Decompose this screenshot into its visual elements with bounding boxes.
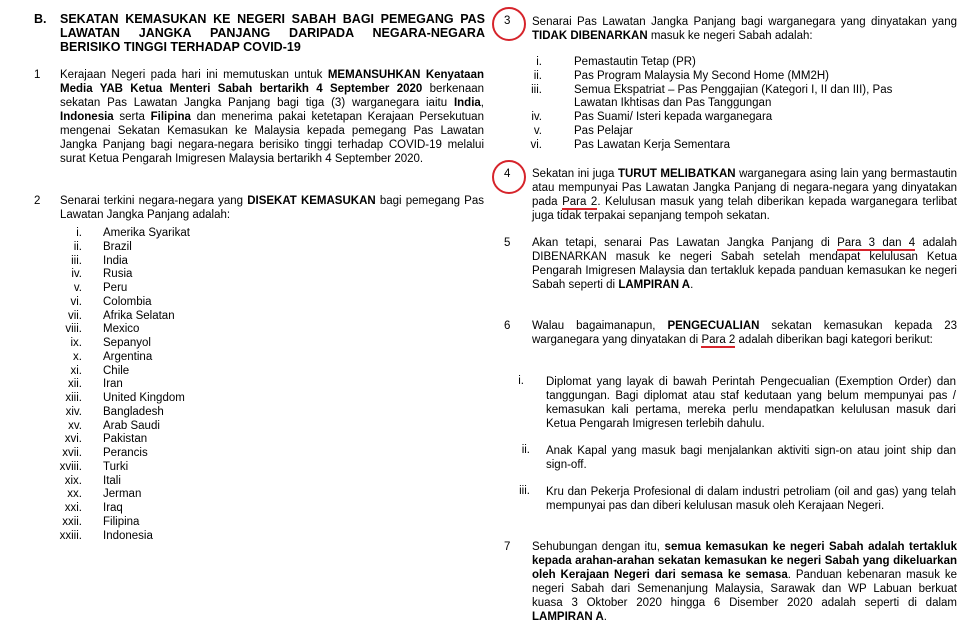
country-item-number: x.	[73, 350, 82, 363]
pass-item-number: v.	[533, 124, 542, 137]
sub-iii-text: Kru dan Pekerja Profesional di dalam industri petroliam (oil and gas) yang telah mempunyai pas dan diberi kelulusan masuk oleh Kerajaan Negeri.	[546, 486, 956, 512]
country-item-name: Peru	[103, 282, 128, 294]
para-2-underline-2: Para 2	[701, 334, 736, 346]
country-item-name: Colombia	[103, 295, 152, 308]
country-item	[50, 447, 350, 461]
country-item	[50, 516, 350, 530]
country-item	[50, 351, 350, 365]
sub-i-number: i.	[518, 375, 524, 387]
para-1-text: Kerajaan Negeri pada hari ini memutuskan untuk MEMANSUHKAN Kenyataan Media YAB Ketua Menteri Sabah bertarikh 4 September 2020 berkenaan sekatan Pas Lawatan Jangka Panjang bagi tiga (3) warganegara iaitu India, Indonesia serta Filipina dan menerima pakai ketetapan Kerajaan Persekutuan mengenai Sekatan Kemasukan ke Malaysia kepada pemegang Pas Lawatan Jangka Panjang bagi negara-negara berisiko tinggi terhadap COVID-19 melalui surat Ketua Pengarah Imigresen Malaysia bertarikh 4 September 2020.	[60, 69, 485, 165]
country-item-name: Rusia	[103, 268, 133, 281]
pass-item	[510, 70, 950, 84]
country-item-number: ix.	[70, 337, 82, 349]
para-6-text: Walau bagaimanapun, PENGECUALIAN sekatan kemasukan kepada 23 warganegara yang dinyatakan di Para 2 adalah diberikan bagi kategori berikut:	[532, 320, 957, 346]
country-item-name: Perancis	[103, 447, 148, 459]
country-item-number: ii.	[73, 240, 82, 253]
country-item-name: Mexico	[103, 323, 140, 336]
pass-item-text: Pas Lawatan Kerja Sementara	[574, 138, 730, 151]
country-item-name: Itali	[103, 474, 121, 487]
pass-item	[510, 125, 950, 139]
country-item-name: Bangladesh	[103, 405, 164, 418]
country-item	[50, 378, 350, 392]
country-item-name: Turki	[103, 460, 129, 473]
country-item-number: iv.	[71, 268, 82, 281]
para-3-number: 3	[504, 15, 511, 27]
country-item	[50, 310, 350, 324]
country-item	[50, 502, 350, 516]
pass-item-text: Pemastautin Tetap (PR)	[574, 56, 696, 68]
country-item	[50, 433, 350, 447]
country-item	[50, 475, 350, 489]
country-item-name: Chile	[103, 364, 130, 377]
para-2-number: 2	[34, 195, 41, 207]
country-item-number: xxi.	[64, 502, 82, 514]
country-item-name: Sepanyol	[103, 337, 151, 349]
country-item-number: xx.	[67, 488, 82, 501]
pass-item	[510, 84, 950, 98]
country-item-name: Arab Saudi	[103, 419, 160, 432]
pass-item	[510, 56, 950, 70]
para-1-number: 1	[34, 69, 41, 81]
country-item	[50, 268, 350, 282]
country-item	[50, 365, 350, 379]
country-item-number: xvi.	[64, 433, 82, 446]
pass-item-number: iv.	[531, 111, 542, 123]
country-item-name: Amerika Syarikat	[103, 227, 190, 239]
country-item-name: United Kingdom	[103, 392, 185, 404]
pass-item-number: ii.	[533, 69, 542, 82]
country-item	[50, 392, 350, 406]
country-item-number: xvii.	[62, 447, 82, 459]
sub-ii-number: ii.	[521, 444, 530, 456]
country-item-name: Afrika Selatan	[103, 309, 175, 322]
para-4-number: 4	[504, 168, 511, 180]
pass-item	[510, 139, 950, 153]
para-7-number: 7	[504, 541, 511, 553]
country-item	[50, 461, 350, 475]
pass-item-text: Semua Ekspatriat – Pas Penggajian (Kategori I, II dan III), Pas	[574, 83, 893, 96]
country-item-number: xxii.	[62, 515, 82, 528]
pass-item	[510, 111, 950, 125]
country-item	[50, 296, 350, 310]
country-item-number: xix.	[64, 474, 82, 487]
country-item	[50, 227, 350, 241]
country-item-number: xviii.	[59, 460, 82, 473]
country-item-number: iii.	[71, 254, 82, 267]
country-item-number: xiii.	[65, 392, 82, 404]
pass-item-number: vi.	[530, 138, 542, 151]
country-item	[50, 530, 350, 544]
country-item	[50, 488, 350, 502]
country-item-name: Brazil	[103, 240, 132, 253]
country-item-name: Indonesia	[103, 529, 153, 542]
country-item-name: India	[103, 254, 128, 267]
country-list	[50, 227, 350, 543]
country-item-name: Filipina	[103, 515, 140, 528]
country-item-number: xi.	[70, 364, 82, 377]
para-5-number: 5	[504, 237, 511, 249]
sub-ii-text: Anak Kapal yang masuk bagi menjalankan aktiviti sign-on atau joint ship dan sign-off.	[546, 445, 956, 471]
para-6-number: 6	[504, 320, 511, 332]
country-item-name: Jerman	[103, 488, 142, 501]
pass-item-text: Pas Program Malaysia My Second Home (MM2H)	[574, 69, 829, 82]
country-item-name: Pakistan	[103, 433, 148, 446]
country-item-number: viii.	[65, 323, 82, 336]
country-item-number: vii.	[67, 309, 82, 322]
para-7-text: Sehubungan dengan itu, semua kemasukan ke negeri Sabah adalah tertakluk kepada arahan-arahan sekatan kemasukan ke negeri Sabah yang dikeluarkan oleh Kerajaan Negeri dari semasa ke semasa. Panduan kebenaran masuk ke negeri Sabah dari Semenanjung Malaysia, Sarawak dan WP Labuan berkuat kuasa 3 Oktober 2020 hingga 6 Disember 2020 adalah seperti di dalam LAMPIRAN A.	[532, 541, 958, 623]
country-item-number: xv.	[68, 419, 82, 432]
pass-item-text: Pas Suami/ Isteri kepada warganegara	[574, 111, 773, 123]
pass-item-text-line2: Lawatan Ikhtisas dan Pas Tanggungan	[574, 97, 772, 110]
pass-item-continuation	[510, 97, 950, 111]
pass-item-text: Pas Pelajar	[574, 124, 633, 137]
para-2-underline: Para 2	[562, 196, 598, 208]
para-3-text: Senarai Pas Lawatan Jangka Panjang bagi warganegara yang dinyatakan yang TIDAK DIBENARKAN masuk ke negeri Sabah adalah:	[532, 16, 957, 42]
section-title: SEKATAN KEMASUKAN KE NEGERI SABAH BAGI PEMEGANG PAS LAWATAN JANGKA PANJANG DARIPADA NEGARA-NEGARA BERISIKO TINGGI TERHADAP COVID-19	[60, 12, 485, 54]
country-item	[50, 406, 350, 420]
country-item-name: Iraq	[103, 502, 123, 514]
country-item	[50, 323, 350, 337]
para-5-text: Akan tetapi, senarai Pas Lawatan Jangka Panjang di Para 3 dan 4 adalah DIBENARKAN masuk ke negeri Sabah setelah mendapat kelulusan Ketua Pengarah Imigresen Malaysia dan tertakluk kepada panduan kemasukan ke negeri Sabah seperti di LAMPIRAN A.	[532, 237, 958, 291]
para-4-text: Sekatan ini juga TURUT MELIBATKAN warganegara asing lain yang bermastautin atau mempunyai Pas Lawatan Jangka Panjang di negara-negara yang dinyatakan pada Para 2. Kelulusan masuk yang telah diberikan kepada warganegara terlibat juga tidak terpakai sepanjang tempoh sekatan.	[532, 168, 957, 222]
pass-list	[510, 56, 950, 152]
country-item	[50, 255, 350, 269]
country-item-number: vi.	[70, 295, 82, 308]
country-item-name: Argentina	[103, 350, 153, 363]
sub-iii-number: iii.	[519, 485, 530, 497]
country-item-number: xxiii.	[59, 529, 82, 542]
country-item-number: xii.	[67, 378, 82, 391]
country-item-number: v.	[73, 282, 82, 294]
section-label: B.	[34, 12, 47, 26]
country-item-number: xiv.	[65, 405, 82, 418]
para-2-text: Senarai terkini negara-negara yang DISEKAT KEMASUKAN bagi pemegang Pas Lawatan Jangka Panjang adalah:	[60, 195, 484, 221]
country-item-number: i.	[76, 227, 82, 239]
country-item	[50, 337, 350, 351]
sub-i-text: Diplomat yang layak di bawah Perintah Pengecualian (Exemption Order) dan tanggungan. Bagi diplomat atau staf kedutaan yang belum mempunyai pas / kemasukan kali pertama, mereka perlu mendapatkan kelulusan masuk dari Ketua Pengarah Imigresen terlebih dahulu.	[546, 376, 956, 430]
pass-item-number: iii.	[531, 83, 542, 96]
country-item	[50, 420, 350, 434]
country-item-name: Iran	[103, 378, 123, 391]
country-item	[50, 241, 350, 255]
country-item	[50, 282, 350, 296]
pass-item-number: i.	[536, 56, 542, 68]
para-3-dan-4-underline: Para 3 dan 4	[837, 237, 916, 249]
